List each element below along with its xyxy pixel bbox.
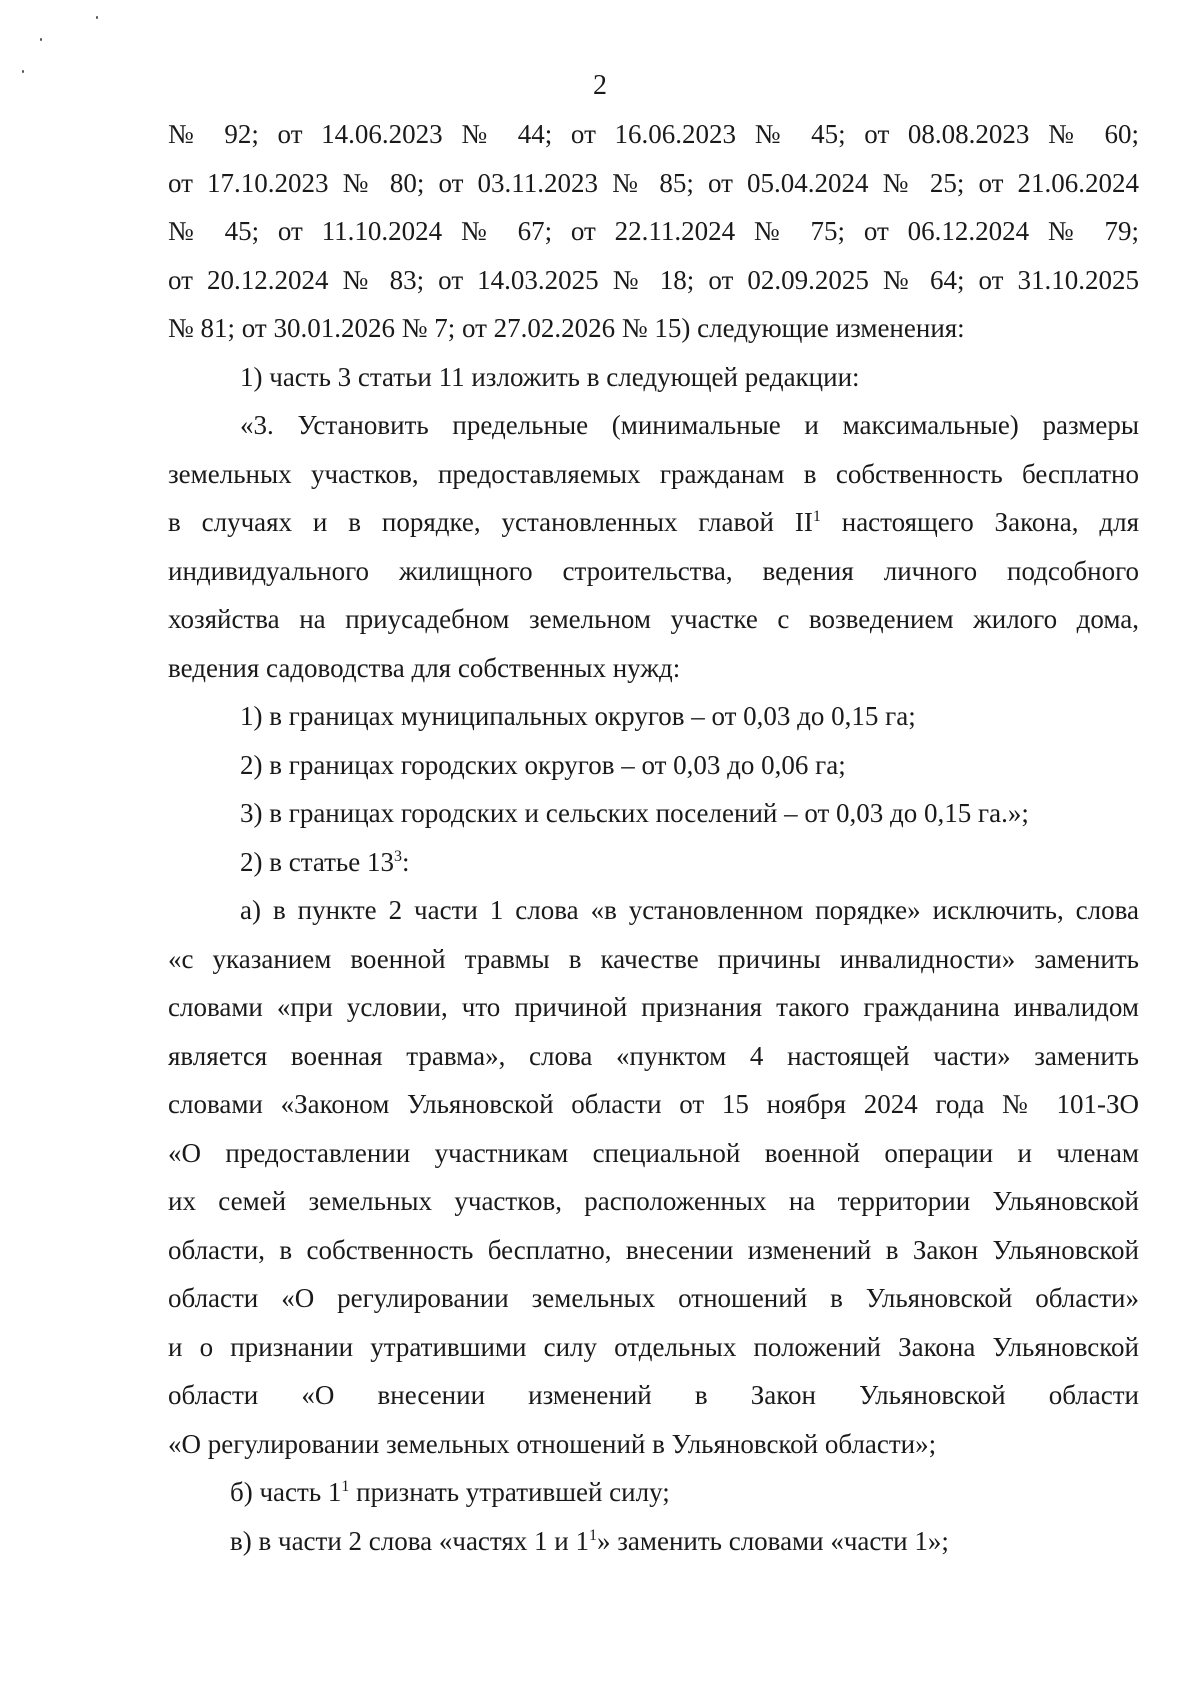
- text-segment: от 17.10.2023 № 80; от 03.11.2023 № 85; от 05.04.2024 № 25; от 21.06.2024: [168, 167, 1139, 198]
- text-segment: б) часть 1: [230, 1477, 342, 1507]
- text-line: [168, 935, 1139, 984]
- text-segment: «О регулировании земельных отношений в Ульяновской области»;: [168, 1428, 937, 1459]
- text-segment: в) в части 2 слова «частях 1 и 1: [230, 1525, 589, 1556]
- text-line: [168, 401, 1139, 450]
- text-line: [168, 1323, 1139, 1372]
- text-line: [168, 1226, 1139, 1275]
- text-line: [168, 595, 1139, 644]
- text-segment: настоящего Закона, для: [820, 507, 1140, 537]
- text-line: [168, 498, 1139, 547]
- text-segment: 2) в статье 13: [240, 846, 394, 877]
- text-line: [168, 450, 1139, 499]
- text-segment: признать утратившей силу;: [349, 1477, 670, 1507]
- text-line: [168, 1274, 1139, 1323]
- text-segment: № 92; от 14.06.2023 № 44; от 16.06.2023 № 45; от 08.08.2023 № 60;: [168, 119, 1139, 149]
- text-line: [168, 741, 1139, 790]
- text-line: [168, 256, 1139, 305]
- text-segment: и о признании утратившими силу отдельных положений Закона Ульяновской: [168, 1331, 1139, 1362]
- text-line: [168, 983, 1139, 1032]
- text-segment: 1) часть 3 статьи 11 изложить в следующей редакции:: [240, 361, 860, 392]
- text-line: [168, 1517, 1139, 1566]
- text-segment: их семей земельных участков, расположенных на территории Ульяновской: [168, 1186, 1139, 1216]
- superscript: 1: [812, 508, 821, 525]
- text-segment: «с указанием военной травмы в качестве причины инвалидности» заменить: [168, 943, 1139, 974]
- text-line: [168, 207, 1139, 256]
- scan-speck: [96, 16, 98, 19]
- text-segment: области «О внесении изменений в Закон Ульяновской области: [168, 1380, 1139, 1410]
- text-line: [168, 1032, 1139, 1081]
- text-segment: «О предоставлении участникам специальной военной операции и членам: [168, 1137, 1139, 1168]
- text-line: [168, 353, 1139, 402]
- text-line: [168, 1177, 1139, 1226]
- text-segment: области «О регулировании земельных отношений в Ульяновской области»: [168, 1283, 1139, 1313]
- superscript: 1: [341, 1478, 350, 1495]
- text-line: [168, 110, 1139, 159]
- text-segment: № 45; от 11.10.2024 № 67; от 22.11.2024 № 75; от 06.12.2024 № 79;: [168, 216, 1139, 246]
- text-line: [168, 304, 1139, 353]
- text-segment: в случаях и в порядке, установленных главой II: [168, 507, 813, 537]
- text-line: [168, 886, 1139, 935]
- text-line: [168, 644, 1139, 693]
- superscript: 3: [393, 847, 402, 865]
- text-segment: «3. Установить предельные (минимальные и максимальные) размеры: [240, 410, 1139, 440]
- text-segment: индивидуального жилищного строительства, ведения личного подсобного: [168, 555, 1139, 586]
- text-segment: словами «Законом Ульяновской области от 15 ноября 2024 года № 101-ЗО: [168, 1089, 1139, 1119]
- text-segment: является военная травма», слова «пунктом 4 настоящей части» заменить: [168, 1040, 1139, 1071]
- scan-speck: [40, 38, 42, 41]
- text-segment: 1) в границах муниципальных округов – от 0,03 до 0,15 га;: [240, 701, 916, 731]
- text-segment: » заменить словами «части 1»;: [596, 1525, 949, 1556]
- text-line: [168, 789, 1139, 838]
- text-line: [168, 838, 1139, 887]
- text-segment: словами «при условии, что причиной признания такого гражданина инвалидом: [168, 992, 1139, 1022]
- text-segment: а) в пункте 2 части 1 слова «в установленном порядке» исключить, слова: [240, 895, 1139, 925]
- text-line: [168, 547, 1139, 596]
- text-segment: от 20.12.2024 № 83; от 14.03.2025 № 18; от 02.09.2025 № 64; от 31.10.2025: [168, 264, 1139, 295]
- body-text: [168, 110, 1139, 1565]
- text-line: [168, 1080, 1139, 1129]
- page-number: 2: [593, 70, 607, 101]
- text-line: [168, 692, 1139, 741]
- text-segment: хозяйства на приусадебном земельном участке с возведением жилого дома,: [168, 604, 1139, 634]
- text-line: [168, 1468, 1139, 1517]
- text-line: [168, 159, 1139, 208]
- text-line: [168, 1129, 1139, 1178]
- text-line: [168, 1420, 1139, 1469]
- text-segment: № 81; от 30.01.2026 № 7; от 27.02.2026 № 15) следующие изменения:: [168, 313, 965, 343]
- text-segment: ведения садоводства для собственных нужд:: [168, 652, 681, 683]
- text-segment: 3) в границах городских и сельских поселений – от 0,03 до 0,15 га.»;: [240, 798, 1029, 828]
- text-segment: области, в собственность бесплатно, внесении изменений в Закон Ульяновской: [168, 1234, 1139, 1265]
- superscript: 1: [588, 1526, 597, 1544]
- text-segment: земельных участков, предоставляемых гражданам в собственность бесплатно: [168, 458, 1139, 489]
- text-segment: 2) в границах городских округов – от 0,03 до 0,06 га;: [240, 749, 846, 780]
- text-line: [168, 1371, 1139, 1420]
- text-segment: :: [401, 846, 410, 877]
